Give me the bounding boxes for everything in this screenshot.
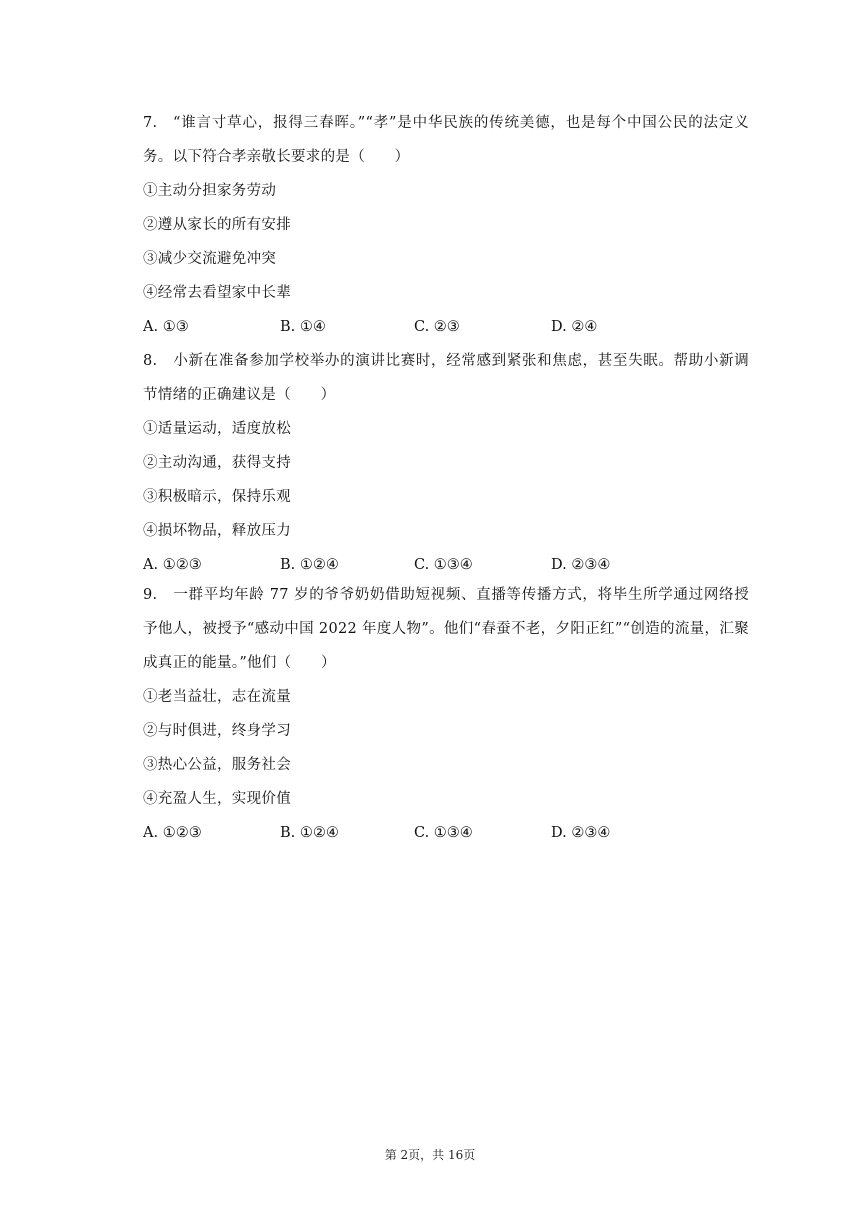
statement-item: ④充盈人生，实现价值 xyxy=(143,791,291,807)
choice-d: D. ②③④ xyxy=(551,825,611,841)
statement-item: ③积极暗示，保持乐观 xyxy=(143,489,291,505)
choice-d: D. ②③④ xyxy=(551,557,611,573)
question-text: 小新在准备参加学校举办的演讲比赛时，经常感到紧张和焦虑，甚至失眠。帮助小新调节情绪的正确建议是（ ） xyxy=(143,353,749,403)
answer-choices xyxy=(143,816,749,850)
statement-item: ②遵从家长的所有安排 xyxy=(143,217,291,233)
page-footer: 第 2页，共 16页 xyxy=(384,1148,476,1162)
statement-item: ①主动分担家务劳动 xyxy=(143,183,277,199)
statement-item: ②主动沟通，获得支持 xyxy=(143,455,291,471)
choice-c: C. ①③④ xyxy=(414,825,473,841)
question-text: “谁言寸草心，报得三春晖。”“孝”是中华民族的传统美德，也是每个中国公民的法定义务。以下符合孝亲敬长要求的是（ ） xyxy=(143,115,749,165)
statement-item: ④损坏物品，释放压力 xyxy=(143,523,291,539)
choice-a: A. ①②③ xyxy=(143,825,202,841)
statement-item: ②与时俱进，终身学习 xyxy=(143,723,291,739)
answer-choices xyxy=(143,310,749,344)
question-text: 一群平均年龄 77 岁的爷爷奶奶借助短视频、直播等传播方式，将毕生所学通过网络授予他人，被授予“感动中国 2022 年度人物”。他们“春蚕不老，夕阳正红”“创造的流量，汇聚成真正的能量。”他们（ ） xyxy=(143,587,749,671)
choice-b: B. ①②④ xyxy=(280,557,339,573)
question-7 xyxy=(143,106,749,344)
question-number: 7. xyxy=(143,115,158,131)
statement-item: ③减少交流避免冲突 xyxy=(143,251,277,267)
question-number: 9. xyxy=(143,587,158,603)
question-stem xyxy=(143,344,749,412)
question-9 xyxy=(143,578,749,850)
choice-a: A. ①③ xyxy=(143,319,189,335)
question-8 xyxy=(143,344,749,582)
question-number: 8. xyxy=(143,353,158,369)
question-stem xyxy=(143,106,749,174)
choice-c: C. ②③ xyxy=(414,319,460,335)
choice-b: B. ①④ xyxy=(280,319,326,335)
statement-item: ①适量运动，适度放松 xyxy=(143,421,291,437)
statement-item: ④经常去看望家中长辈 xyxy=(143,285,291,301)
statement-item: ①老当益壮，志在流量 xyxy=(143,689,291,705)
question-stem xyxy=(143,578,749,680)
choice-d: D. ②④ xyxy=(551,319,598,335)
choice-c: C. ①③④ xyxy=(414,557,473,573)
statement-item: ③热心公益，服务社会 xyxy=(143,757,291,773)
choice-b: B. ①②④ xyxy=(280,825,339,841)
answer-choices xyxy=(143,548,749,582)
choice-a: A. ①②③ xyxy=(143,557,202,573)
